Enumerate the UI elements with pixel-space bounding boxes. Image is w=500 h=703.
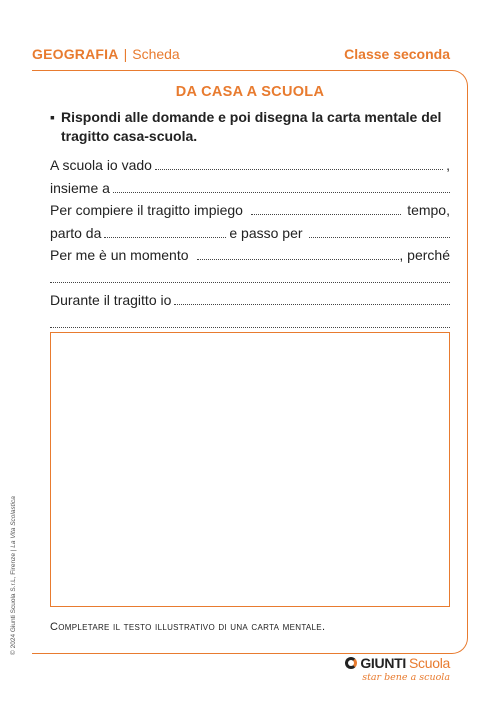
worksheet-title: DA CASA A SCUOLA — [175, 84, 325, 100]
blank-2[interactable] — [113, 181, 450, 193]
line-1-end: , — [446, 157, 450, 173]
blank-3[interactable] — [251, 203, 401, 215]
line-2-text: insieme a — [50, 179, 110, 196]
blank-6[interactable] — [50, 271, 450, 283]
fill-line-8 — [50, 312, 450, 335]
fill-line-2 — [50, 177, 450, 200]
fill-line-3 — [50, 199, 450, 222]
logo-brand-bold: GIUNTI — [360, 655, 406, 671]
instruction-text: Rispondi alle domande e poi disegna la carta mentale del tragitto casa-scuola. — [61, 109, 442, 144]
blank-8[interactable] — [50, 316, 450, 328]
magazine-name: La Vita Scolastica — [10, 496, 17, 548]
logo-wordmark — [340, 655, 450, 671]
fill-line-7 — [50, 289, 450, 312]
logo-tagline: star bene a scuola — [362, 672, 450, 683]
copyright-text: © 2024 Giunti Scuola S.r.L, Firenze | — [10, 547, 17, 655]
grade-label: Classe seconda — [344, 46, 450, 62]
page-header — [32, 44, 450, 64]
sheet-kind-label: Scheda — [132, 46, 180, 62]
logo-brand-light: Scuola — [408, 655, 450, 671]
footnote: Completare il testo illustrativo di una carta mentale. — [50, 621, 326, 633]
copyright-notice — [10, 496, 17, 655]
line-1-text: A scuola io vado — [50, 157, 152, 173]
blank-1[interactable] — [155, 158, 443, 170]
line-3-end: tempo, — [407, 202, 450, 218]
line-5-text: Per me è un momento — [50, 247, 189, 263]
blank-4a[interactable] — [104, 226, 226, 238]
subject-label: GEOGRAFIA — [32, 46, 119, 62]
fill-line-6 — [50, 267, 450, 290]
fill-line-1 — [50, 154, 450, 177]
line-3-text: Per compiere il tragitto impiego — [50, 202, 243, 218]
blank-5[interactable] — [197, 248, 400, 260]
bullet-icon: ▪ — [50, 109, 55, 125]
line-4-middle: e passo per — [229, 224, 303, 241]
giunti-logo-icon — [345, 657, 357, 669]
line-4-text: parto da — [50, 224, 102, 241]
instruction — [50, 108, 454, 146]
blank-7[interactable] — [174, 293, 450, 305]
fill-line-5 — [50, 244, 450, 267]
line-5-end: , perché — [399, 247, 450, 263]
fill-line-4 — [50, 222, 450, 245]
line-7-text: Durante il tragitto io — [50, 292, 172, 308]
header-left — [32, 46, 180, 62]
drawing-box[interactable] — [50, 332, 450, 607]
blank-4b[interactable] — [309, 226, 450, 238]
fill-in-lines — [50, 154, 450, 334]
publisher-logo — [340, 655, 450, 683]
header-separator: | — [123, 46, 128, 62]
